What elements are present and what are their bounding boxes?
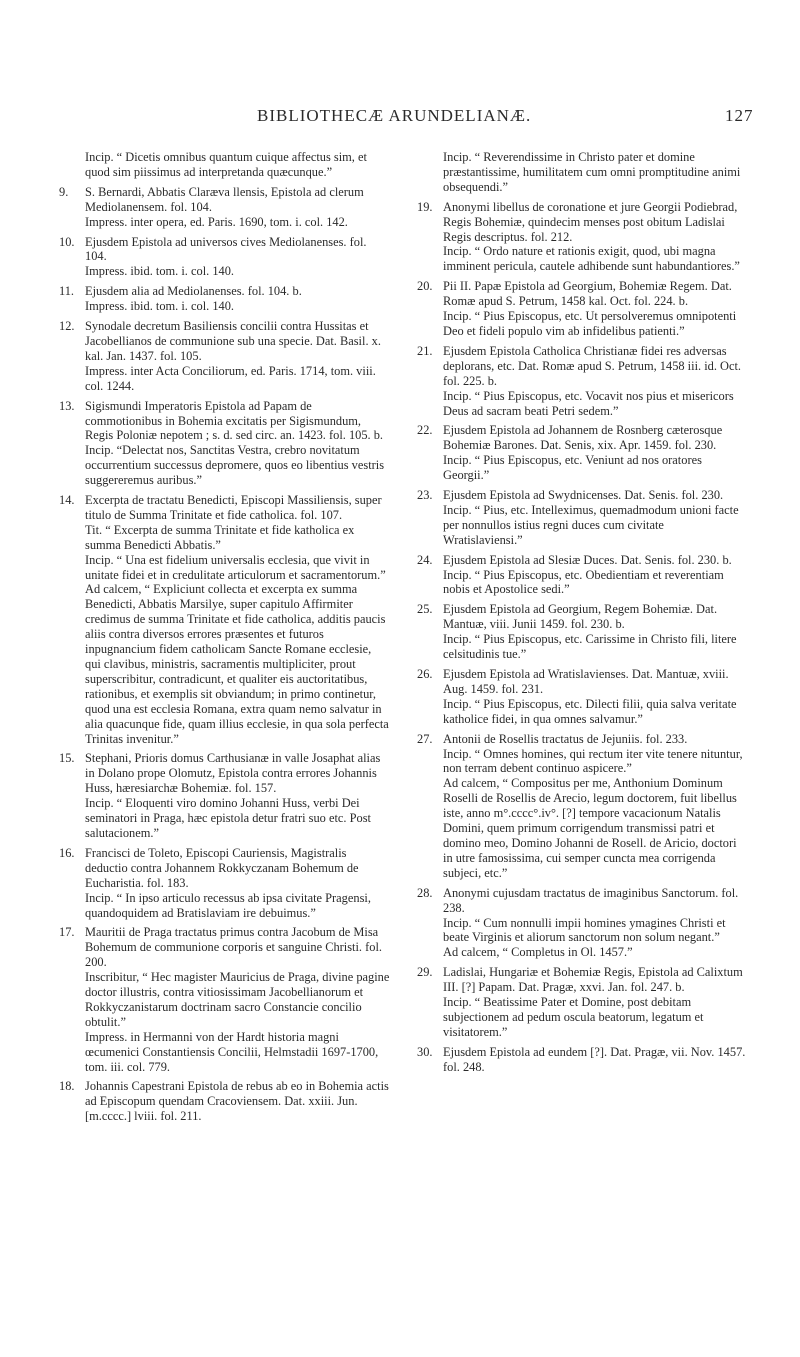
entry-note: Impress. ibid. tom. i. col. 140.: [85, 264, 235, 279]
right-column: [418, 150, 746, 1080]
entry-title: Ejusdem Epistola ad universos cives Mediolanenses. fol. 104.: [85, 234, 367, 264]
entry-note: Incip. “ Pius Episcopus, etc. Obedientiam et reverentiam nobis et Apostolice sedi.”: [443, 567, 724, 597]
entry-number: 25.: [417, 602, 433, 617]
entry-number: 9.: [59, 184, 69, 199]
catalogue-entry: [418, 602, 746, 662]
entry-title: Ejusdem alia ad Mediolanenses. fol. 104. b.: [85, 284, 302, 299]
entry-number: 24.: [417, 552, 433, 567]
entry-number: 11.: [59, 284, 75, 299]
entry-title: Anonymi libellus de coronatione et jure Georgii Podiebrad, Regis Bohemiæ, quindecim menses post obitum Ladislai Regis descriptus. fol. 212.: [443, 199, 738, 244]
entry-note: Impress. inter opera, ed. Paris. 1690, tom. i. col. 142.: [85, 214, 348, 229]
catalogue-entry: [60, 185, 390, 230]
entry-title: Ejusdem Epistola ad Swydnicenses. Dat. Senis. fol. 230.: [443, 488, 724, 503]
catalogue-entry: [60, 319, 390, 394]
catalogue-entry: [418, 732, 746, 881]
entry-note: Incip. “ Pius, etc. Intelleximus, quemadmodum unioni facte per nonnullos istius regni duces cum civitate Wratislaviensi.”: [443, 502, 739, 547]
entry-title: Pii II. Papæ Epistola ad Georgium, Bohemiæ Regem. Dat. Romæ apud S. Petrum, 1458 kal. Oct. fol. 224. b.: [443, 279, 732, 309]
left-lead-text: [60, 150, 390, 180]
catalogue-entry: [418, 965, 746, 1040]
entry-number: 14.: [59, 493, 75, 508]
page-header: [0, 106, 800, 130]
entry-number: 21.: [417, 343, 433, 358]
entry-number: 15.: [59, 751, 75, 766]
entry-number: 28.: [417, 885, 433, 900]
entry-number: 19.: [417, 199, 433, 214]
entry-note: Incip. “ Pius Episcopus, etc. Veniunt ad nos oratores Georgii.”: [443, 453, 702, 483]
entry-note: Incip. “ Una est fidelium universalis ecclesia, que vivit in unitate fidei et in credulitate articulorum et sacramentorum.”: [85, 552, 386, 582]
catalogue-entry: [60, 493, 390, 746]
right-entries: [418, 200, 746, 1075]
entry-title: Johannis Capestrani Epistola de rebus ab eo in Bohemia actis ad Episcopum quendam Cracoviensem. Dat. xxiii. Jun. [m.cccc.] lviii. fol. 211.: [85, 1079, 389, 1124]
catalogue-entry: [418, 1045, 746, 1075]
entry-number: 30.: [417, 1044, 433, 1059]
entry-title: Excerpta de tractatu Benedicti, Episcopi Massiliensis, super titulo de Summa Trinitate et fide catholica. fol. 107.: [85, 493, 382, 522]
entry-note: Impress. ibid. tom. i. col. 140.: [85, 299, 235, 314]
catalogue-entry: [60, 399, 390, 488]
entry-title: Ejusdem Epistola ad Wratislavienses. Dat. Mantuæ, xviii. Aug. 1459. fol. 231.: [443, 667, 729, 696]
entry-title: Stephani, Prioris domus Carthusianæ in valle Josaphat alias in Dolano prope Olomutz, Epistola contra errores Johannis Huss, hæresiarchæ Bohemiæ. fol. 157.: [85, 751, 381, 796]
entry-number: 27.: [417, 731, 433, 746]
entry-note: Incip. “ In ipso articulo recessus ab ipsa civitate Pragensi, quandoquidem ad Bratislaviam ire debuimus.”: [85, 890, 371, 920]
entry-title: Sigismundi Imperatoris Epistola ad Papam de commotionibus in Bohemia excitatis per Sigismundum, Regis Poloniæ nepotem ; s. d. sed circ. an. 1423. fol. 105. b.: [85, 398, 384, 443]
entry-number: 22.: [417, 423, 433, 438]
entry-note: Incip. “ Ordo nature et rationis exigit, quod, ubi magna imminent pericula, cautele adhibende sunt habundantiores.”: [443, 244, 740, 274]
entry-note: Impress. in Hermanni von der Hardt historia magni œcumenici Constantiensis Concilii, Helmstadii 1697-1700, tom. iii. col. 779.: [85, 1029, 379, 1074]
catalogue-entry: [418, 423, 746, 483]
entry-note: Ad calcem, “ Expliciunt collecta et excerpta ex summa Benedicti, Abbatis Marsilye, super capitulo Affirmiter credimus de summa Trinitate et fide catholica, additis paucis aliis contra diversos errores præsentes et futuros inpugnancium fidem catholicam Sancte Romane ecclesie, qui clavibus, ministris, sacramentis multipliciter, prout superscribitur, contradicunt, et qualiter eis auctoritatibus, rationibus, et exemplis sit obviandum; in primo continetur, quod una est ecclesia Romana, extra quam nemo salvatur in alia quacunque fide, quam illius ecclesie, in qua sola perfecta Trinitas invenitur.”: [85, 582, 389, 746]
catalogue-entry: [418, 886, 746, 961]
entry-title: Ladislai, Hungariæ et Bohemiæ Regis, Epistola ad Calixtum III. [?] Papam. Dat. Pragæ, xxvi. Jan. fol. 247. b.: [443, 965, 743, 995]
right-lead-text: [418, 150, 746, 195]
entry-number: 12.: [59, 319, 75, 334]
entry-note: Ad calcem, “ Completus in Ol. 1457.”: [443, 945, 633, 960]
entry-title: Ejusdem Epistola ad eundem [?]. Dat. Pragæ, vii. Nov. 1457. fol. 248.: [443, 1044, 746, 1074]
entry-title: Ejusdem Epistola ad Slesiæ Duces. Dat. Senis. fol. 230. b.: [443, 552, 732, 567]
catalogue-entry: [60, 751, 390, 840]
catalogue-entry: [418, 279, 746, 339]
entry-title: Ejusdem Epistola ad Johannem de Rosnberg cæterosque Bohemiæ Barones. Dat. Senis, xix. Apr. 1459. fol. 230.: [443, 423, 723, 453]
entry-number: 10.: [59, 234, 75, 249]
entry-number: 18.: [59, 1079, 75, 1094]
catalogue-entry: [418, 200, 746, 275]
entry-number: 29.: [417, 965, 433, 980]
entry-note: Incip. “ Pius Episcopus, etc. Carissime in Christo fili, litere celsitudinis tue.”: [443, 632, 737, 662]
entry-note: Inscribitur, “ Hec magister Mauricius de Praga, divine pagine doctor illustris, contra vitiosissimam Jacobellianorum et Rokkyczanistarum doctrinam sacro Constancie concilio obtulit.”: [85, 970, 390, 1029]
catalogue-entry: [60, 925, 390, 1074]
entry-note: Incip. “ Beatissime Pater et Domine, post debitam subjectionem ad pedum oscula beatorum, legatum et visitatorem.”: [443, 995, 704, 1039]
entry-note: Incip. “ Omnes homines, qui rectum iter vite tenere nituntur, non terram debent continuo aspicere.”: [443, 746, 743, 776]
lead-paragraph: Incip. “ Reverendissime in Christo pater et domine præstantissime, humilitatem cum omni promptitudine animi obsequendi.”: [443, 150, 741, 194]
entry-note: Incip. “ Pius Episcopus, etc. Dilecti filii, quia salva veritate katholice fidei, in qua omnes salvamur.”: [443, 696, 737, 726]
entry-note: Ad calcem, “ Compositus per me, Anthonium Dominum Roselli de Rosellis de Arecio, legum doctorem, fuit libellus iste, anno m°.cccc°.iv°. [?] tempore vacacionum Natalis Domini, quem primum corrigendum transmissi patri et domino meo, Domino Johanni de Rosell. de Aricio, doctori in utre famosissima, cui semper cuncta mea corrigenda subjeci, etc.”: [443, 776, 737, 880]
entry-title: Antonii de Rosellis tractatus de Jejuniis. fol. 233.: [443, 731, 688, 746]
entry-title: Ejusdem Epistola ad Georgium, Regem Bohemiæ. Dat. Mantuæ, viii. Junii 1459. fol. 230. b.: [443, 602, 718, 632]
lead-paragraph: Incip. “ Dicetis omnibus quantum cuique affectus sim, et quod sim piissimus ad interpretanda quæcunque.”: [85, 150, 367, 179]
entry-note: Tit. “ Excerpta de summa Trinitate et fide katholica ex summa Benedicti Abbatis.”: [85, 522, 355, 552]
entry-number: 13.: [59, 398, 75, 413]
left-entries: [60, 185, 390, 1124]
entry-title: Francisci de Toleto, Episcopi Cauriensis, Magistralis deductio contra Johannem Rokkyczanam Bohemum de Eucharistia. fol. 183.: [85, 845, 359, 890]
entry-note: Incip. “ Cum nonnulli impii homines ymagines Christi et beate Virginis et aliorum sanctorum non solum negant.”: [443, 915, 726, 945]
catalogue-entry: [418, 344, 746, 419]
entry-title: Ejusdem Epistola Catholica Christianæ fidei res adversas deplorans, etc. Dat. Romæ apud S. Petrum, 1458 iii. id. Oct. fol. 225. b.: [443, 343, 742, 388]
entry-note: Incip. “Delectat nos, Sanctitas Vestra, crebro novitatum occurrentium successus depromere, quos eo libentius vestris suggereremus auribus.”: [85, 443, 385, 488]
entry-number: 23.: [417, 488, 433, 503]
catalogue-entry: [418, 553, 746, 598]
entry-note: Incip. “ Pius Episcopus, etc. Vocavit nos pius et misericors Deus ad sacram beati Petri sedem.”: [443, 388, 734, 418]
entry-title: Anonymi cujusdam tractatus de imaginibus Sanctorum. fol. 238.: [443, 885, 739, 915]
entry-title: Synodale decretum Basiliensis concilii contra Hussitas et Jacobellianos de communione sub una specie. Dat. Basil. x. kal. Jan. 1437. fol. 105.: [85, 319, 381, 363]
catalogue-entry: [418, 488, 746, 548]
catalogue-entry: [60, 846, 390, 921]
entry-number: 16.: [59, 845, 75, 860]
catalogue-entry: [60, 1079, 390, 1124]
catalogue-entry: [418, 667, 746, 727]
entry-note: Incip. “ Pius Episcopus, etc. Ut persolveremus omnipotenti Deo et fideli populo vim ab infidelibus patienti.”: [443, 309, 737, 338]
left-column: [60, 150, 390, 1129]
page-number: 127: [725, 106, 754, 125]
entry-note: Incip. “ Eloquenti viro domino Johanni Huss, verbi Dei seminatori in Praga, hæc epistola detur fratri suo etc. Post salutacionem.”: [85, 796, 371, 840]
catalogue-entry: [60, 235, 390, 280]
entry-number: 20.: [417, 279, 433, 294]
entry-note: Impress. inter Acta Conciliorum, ed. Paris. 1714, tom. viii. col. 1244.: [85, 363, 376, 393]
entry-number: 26.: [417, 667, 433, 681]
catalogue-entry: [60, 284, 390, 314]
entry-title: Mauritii de Praga tractatus primus contra Jacobum de Misa Bohemum de communione corporis et sanguine Christi. fol. 200.: [85, 925, 382, 970]
entry-number: 17.: [59, 925, 75, 940]
entry-title: S. Bernardi, Abbatis Claræva llensis, Epistola ad clerum Mediolanensem. fol. 104.: [85, 184, 364, 214]
running-title: BIBLIOTHECÆ ARUNDELIANÆ.: [257, 106, 532, 125]
